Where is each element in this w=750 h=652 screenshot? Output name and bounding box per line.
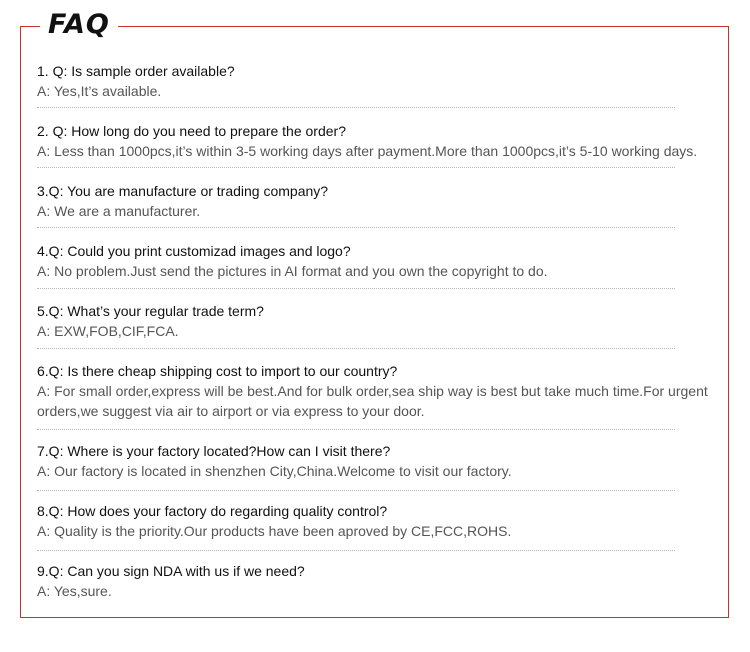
faq-divider xyxy=(37,429,675,430)
faq-answer: A: For small order,express will be best.And for bulk order,sea ship way is best but take much time.For urgent orders,we suggest via air to airport or via express to your door. xyxy=(37,383,708,419)
faq-question: 9.Q: Can you sign NDA with us if we need? xyxy=(37,563,305,579)
faq-question: 5.Q: What’s your regular trade term? xyxy=(37,303,264,319)
faq-title: FAQ xyxy=(40,3,118,47)
faq-question: 4.Q: Could you print customizad images and logo? xyxy=(37,243,351,259)
faq-answer: A: No problem.Just send the pictures in AI format and you own the copyright to do. xyxy=(37,263,548,279)
faq-answer: A: Yes,It’s available. xyxy=(37,83,162,99)
faq-item-7 xyxy=(37,441,727,481)
faq-answer: A: Our factory is located in shenzhen City,China.Welcome to visit our factory. xyxy=(37,463,512,479)
faq-question: 6.Q: Is there cheap shipping cost to import to our country? xyxy=(37,363,398,379)
faq-answer: A: Less than 1000pcs,it’s within 3-5 working days after payment.More than 1000pcs,it’s 5-10 working days. xyxy=(37,143,698,159)
faq-divider xyxy=(37,288,675,289)
faq-divider xyxy=(37,167,675,168)
faq-answer: A: EXW,FOB,CIF,FCA. xyxy=(37,323,179,339)
faq-item-9 xyxy=(37,561,727,601)
faq-question: 8.Q: How does your factory do regarding quality control? xyxy=(37,503,388,519)
faq-answer: A: Yes,sure. xyxy=(37,583,112,599)
faq-question: 7.Q: Where is your factory located?How can I visit there? xyxy=(37,443,391,459)
faq-answer: A: We are a manufacturer. xyxy=(37,203,201,219)
faq-item-3 xyxy=(37,181,727,221)
faq-item-5 xyxy=(37,301,727,341)
faq-item-2 xyxy=(37,121,727,161)
faq-question: 2. Q: How long do you need to prepare the order? xyxy=(37,123,346,139)
faq-question: 3.Q: You are manufacture or trading company? xyxy=(37,183,329,199)
faq-divider xyxy=(37,550,675,551)
faq-item-1 xyxy=(37,61,727,101)
faq-divider xyxy=(37,490,675,491)
faq-divider xyxy=(37,107,675,108)
faq-item-8 xyxy=(37,501,727,541)
faq-divider xyxy=(37,348,675,349)
faq-question: 1. Q: Is sample order available? xyxy=(37,63,235,79)
faq-answer: A: Quality is the priority.Our products have been aproved by CE,FCC,ROHS. xyxy=(37,523,512,539)
faq-divider xyxy=(37,227,675,228)
faq-item-4 xyxy=(37,241,727,281)
faq-item-6 xyxy=(37,361,727,421)
